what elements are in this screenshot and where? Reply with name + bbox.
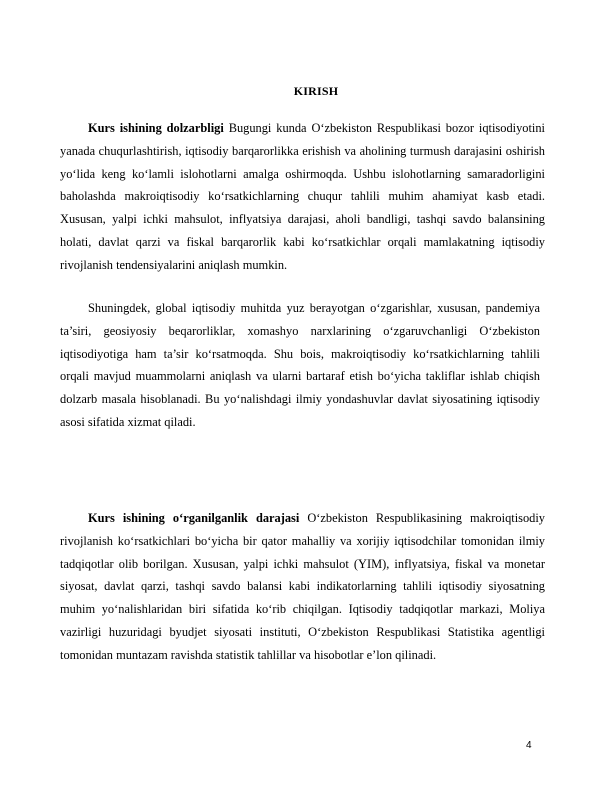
paragraph-text: O‘zbekiston Respublikasining makroiqtisodiy rivojlanish ko‘rsatkichlari bo‘yicha bir qator mahalliy va xorijiy iqtisodchilar tomonidan ilmiy tadqiqotlar olib borilgan. Xususan, yalpi ichki mahsulot (YIM), inflyatsiya, fiskal va monetar siyosat, davlat qarzi, tashqi savdo balansi kabi indikatorlarning tahlili iqtisodiy siyosatning muhim yo‘nalishlaridan biri sifatida ko‘rib chiqilgan. Iqtisodiy tadqiqotlar markazi, Moliya vazirligi huzuridagi byudjet siyosati instituti, O‘zbekiston Respublikasi Statistika agentligi tomonidan muntazam ravishda statistik tahlillar va hisobotlar e’lon qilinadi. [60,511,545,662]
paragraph-global-context [60,297,540,434]
paragraph-research-degree [60,507,545,667]
paragraph-lead: Kurs ishining dolzarbligi [88,121,224,135]
page-title: KIRISH [293,84,339,98]
paragraph-relevance [60,117,545,277]
paragraph-text: Bugungi kunda O‘zbekiston Respublikasi bozor iqtisodiyotini yanada chuqurlashtirish, iqtisodiy barqarorlikka erishish va aholining turmush darajasini oshirish yo‘lida keng ko‘lamli islohotlarni amalga oshirmoqda. Ushbu islohotlarning samaradorligini baholashda makroiqtisodiy ko‘rsatkichlarning chuqur tahlili muhim ahamiyat kasb etadi. Xususan, yalpi ichki mahsulot, inflyatsiya darajasi, aholi bandligi, tashqi savdo balansining holati, davlat qarzi va fiskal barqarorlik kabi ko‘rsatkichlar orqali mamlakatning iqtisodiy rivojlanish tendensiyalarini aniqlash mumkin. [60,121,545,272]
paragraph-lead: Kurs ishining o‘rganilganlik darajasi [88,511,300,525]
paragraph-text: Shuningdek, global iqtisodiy muhitda yuz berayotgan o‘zgarishlar, xususan, pandemiya ta’siri, geosiyosiy beqarorliklar, xomashyo narxlarining o‘zgaruvchanligi O‘zbekiston iqtisodiyotiga ham ta’sir ko‘rsatmoqda. Shu bois, makroiqtisodiy ko‘rsatkichlarning tahlili orqali mavjud muammolarni aniqlash va ularni bartaraf etish bo‘yicha takliflar ishlab chiqish dolzarb masala hisoblanadi. Bu yo‘nalishdagi ilmiy yondashuvlar davlat siyosatining iqtisodiy asosi sifatida xizmat qiladi. [60,301,540,429]
page-number: 4 [526,740,532,751]
